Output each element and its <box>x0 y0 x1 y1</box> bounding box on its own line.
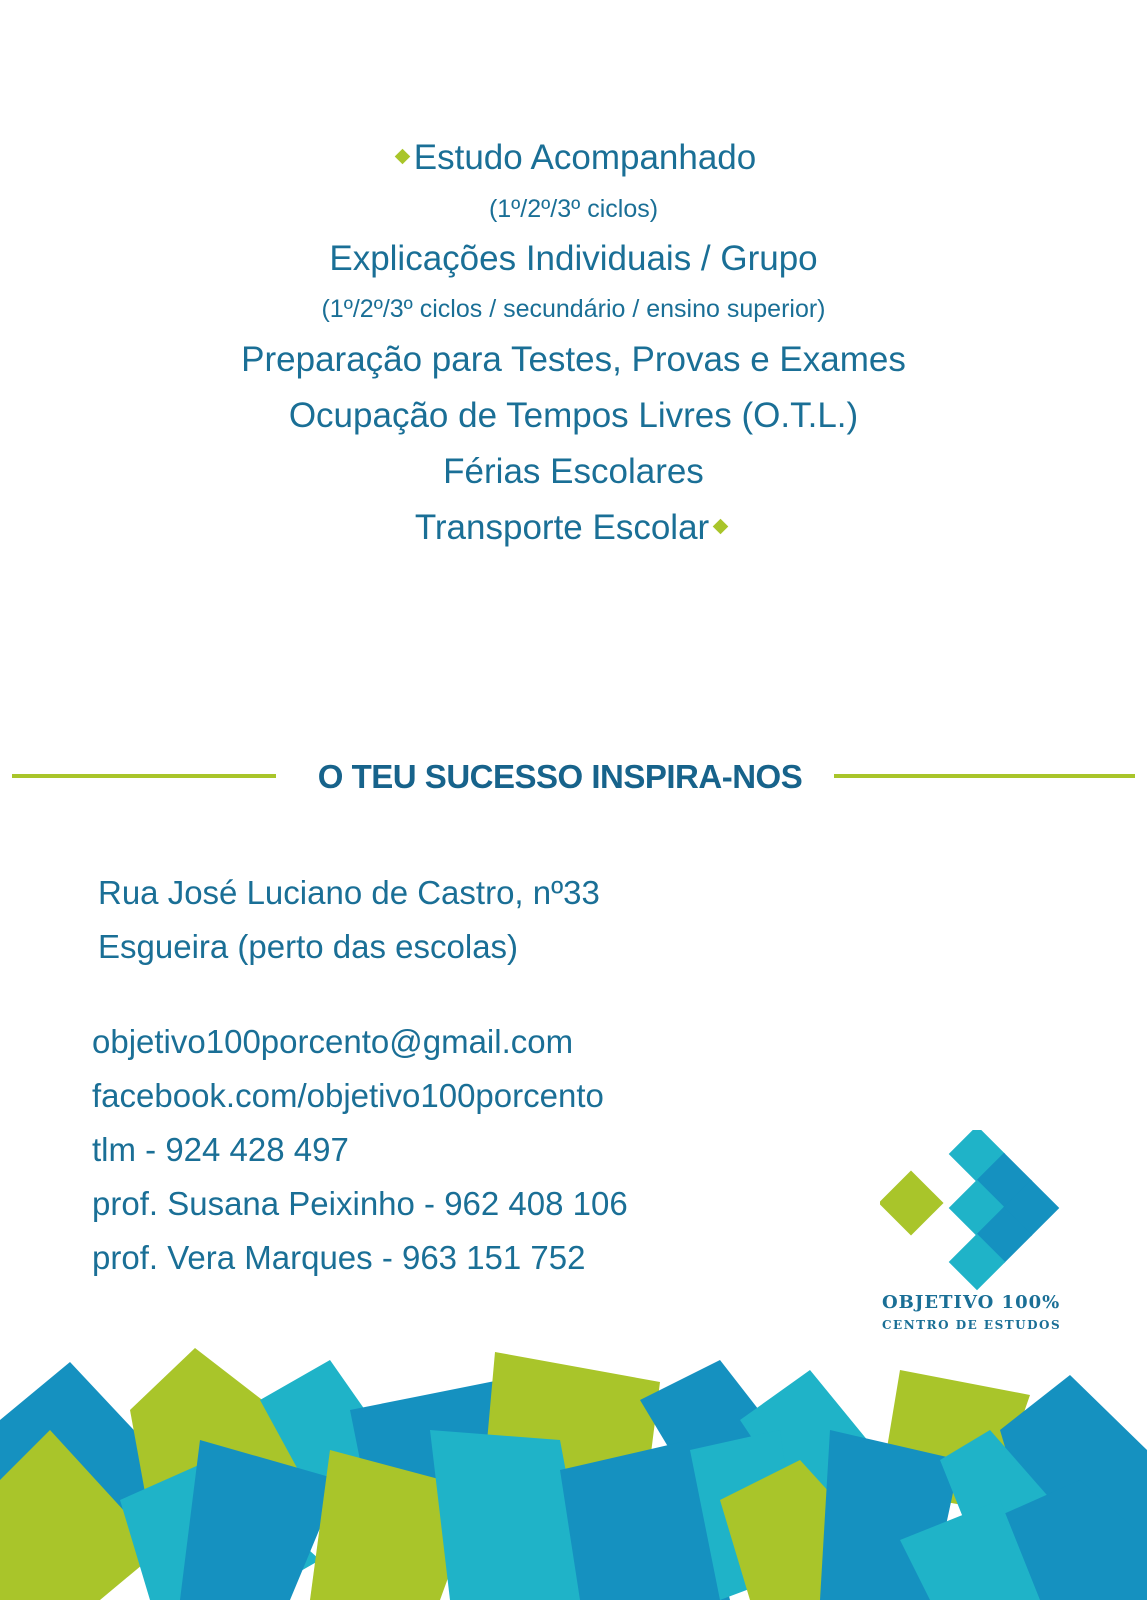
service-item: Estudo Acompanhado <box>0 138 1147 178</box>
logo-subtitle: CENTRO DE ESTUDOS <box>882 1318 1062 1332</box>
address-line-2: Esgueira (perto das escolas) <box>98 928 519 965</box>
address-line-1: Rua José Luciano de Castro, nº33 <box>98 874 600 911</box>
service-item: Férias Escolares <box>443 452 704 491</box>
facebook-link[interactable]: facebook.com/objetivo100porcento <box>92 1077 604 1114</box>
service-item: Ocupação de Tempos Livres (O.T.L.) <box>288 396 859 435</box>
divider <box>834 774 1135 778</box>
phone-prof-susana: prof. Susana Peixinho - 962 408 106 <box>92 1185 628 1222</box>
logo-title: OBJETIVO 100% <box>882 1292 1061 1313</box>
phone-prof-vera: prof. Vera Marques - 963 151 752 <box>92 1239 586 1276</box>
email[interactable]: objetivo100porcento@gmail.com <box>92 1023 574 1060</box>
green-diamond-icon <box>394 149 410 165</box>
tagline: O TEU SUCESSO INSPIRA-NOS <box>317 758 803 795</box>
logo-icon <box>880 1130 1060 1350</box>
service-note: (1º/2º/3º ciclos) <box>488 195 659 223</box>
divider <box>12 774 276 778</box>
service-item: Explicações Individuais / Grupo <box>329 239 818 278</box>
service-item: Preparação para Testes, Provas e Exames <box>241 340 906 379</box>
service-item: Transporte Escolar <box>0 508 1147 548</box>
green-diamond-icon <box>713 519 729 535</box>
phone-tlm: tlm - 924 428 497 <box>92 1131 349 1168</box>
tagline-section <box>12 758 1135 795</box>
service-note: (1º/2º/3º ciclos / secundário / ensino superior) <box>321 295 826 323</box>
decorative-mosaic <box>0 1340 1147 1600</box>
